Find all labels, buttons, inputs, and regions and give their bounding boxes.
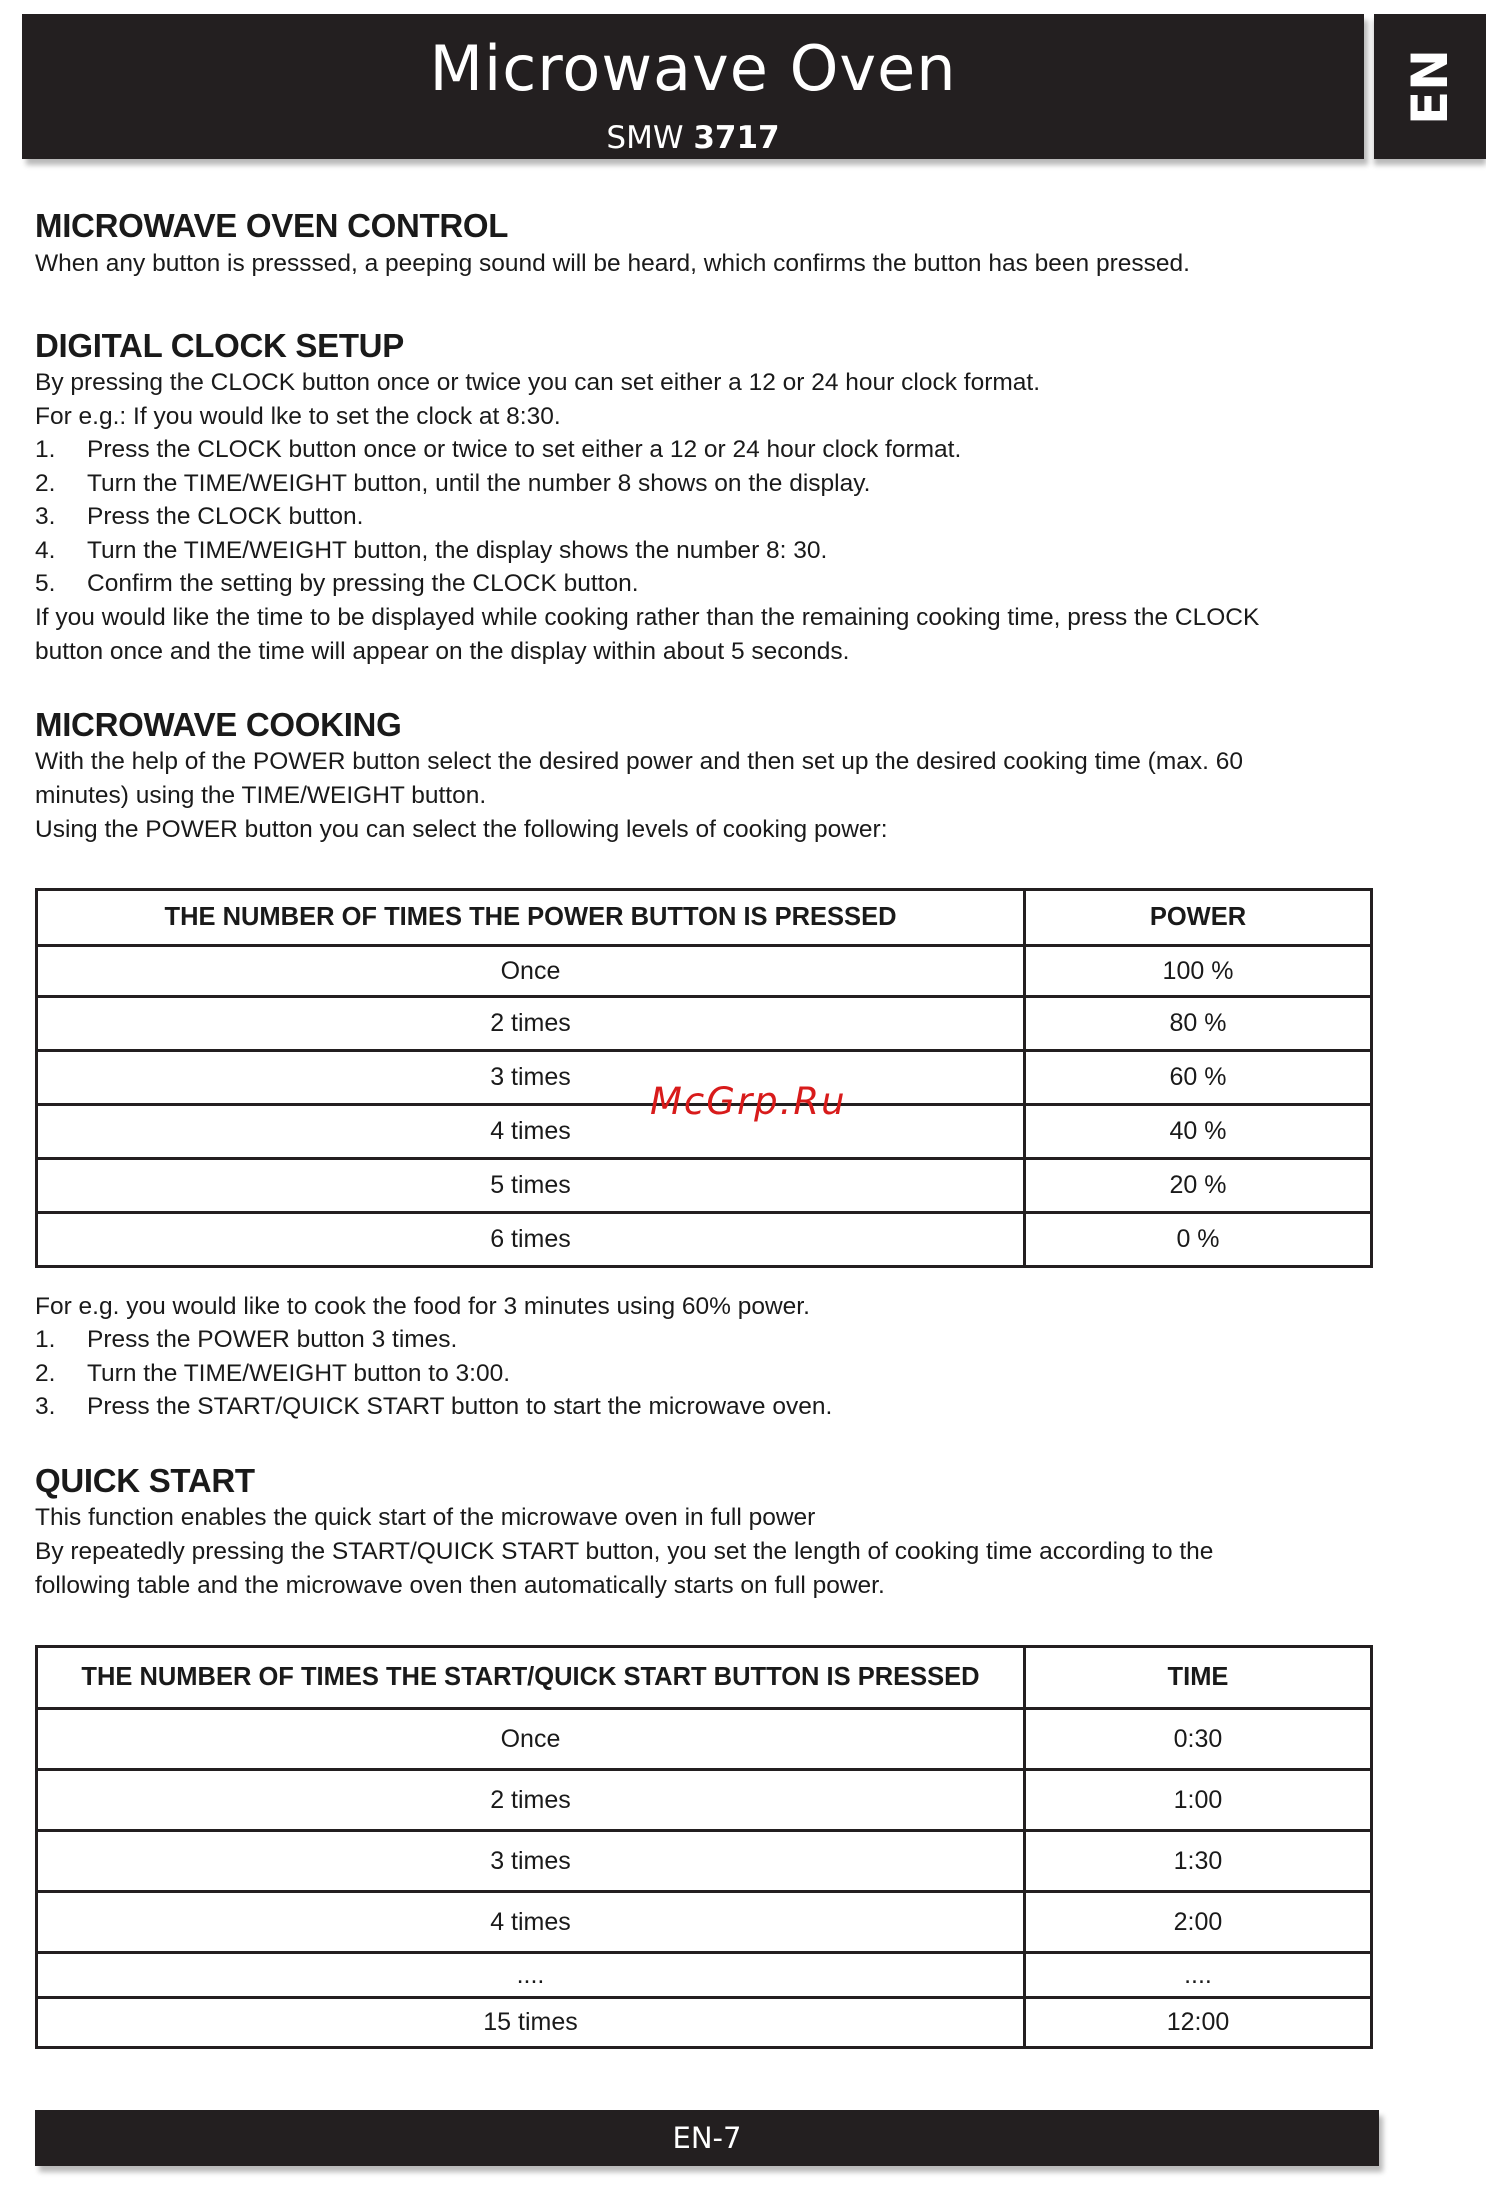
table-row xyxy=(37,1953,1372,1998)
column-header: POWER xyxy=(1025,890,1372,946)
document-title: Microwave Oven xyxy=(429,32,957,105)
table-row xyxy=(37,1159,1372,1213)
cooking-text-1: With the help of the POWER button select the desired power and then set up the desired cooking time (max. 60 xyxy=(35,748,1243,775)
table-cell: 2:00 xyxy=(1025,1892,1372,1953)
cooking-step: 2. Turn the TIME/WEIGHT button to 3:00. xyxy=(35,1360,511,1387)
watermark: McGrp.Ru xyxy=(650,1080,847,1123)
table-row xyxy=(37,1213,1372,1267)
table-cell: Once xyxy=(37,1709,1025,1770)
clock-outro-2: button once and the time will appear on the display within about 5 seconds. xyxy=(35,638,850,665)
heading-clock: DIGITAL CLOCK SETUP xyxy=(35,327,404,364)
table-row xyxy=(37,946,1372,997)
page-number: EN-7 xyxy=(672,2121,742,2155)
table-cell: 80 % xyxy=(1025,997,1372,1051)
table-cell: 60 % xyxy=(1025,1051,1372,1105)
quick-text-2: By repeatedly pressing the START/QUICK START button, you set the length of cooking time according to the xyxy=(35,1538,1214,1565)
model-prefix: SMW xyxy=(606,120,694,156)
clock-step: 2. Turn the TIME/WEIGHT button, until the number 8 shows on the display. xyxy=(35,470,871,497)
table-cell: 1:30 xyxy=(1025,1831,1372,1892)
table-cell: 15 times xyxy=(37,1998,1025,2048)
table-row xyxy=(37,1709,1372,1770)
table-cell: 40 % xyxy=(1025,1105,1372,1159)
power-table xyxy=(35,888,1373,1268)
heading-quick-start: QUICK START xyxy=(35,1462,255,1499)
table-cell: 2 times xyxy=(37,1770,1025,1831)
table-row xyxy=(37,1998,1372,2048)
table-cell: 1:00 xyxy=(1025,1770,1372,1831)
table-cell: 5 times xyxy=(37,1159,1025,1213)
table-row xyxy=(37,1831,1372,1892)
clock-step: 4. Turn the TIME/WEIGHT button, the display shows the number 8: 30. xyxy=(35,537,828,564)
language-tab xyxy=(1374,14,1486,159)
cooking-step: 1. Press the POWER button 3 times. xyxy=(35,1326,458,1353)
table-cell: 3 times xyxy=(37,1831,1025,1892)
table-row xyxy=(37,1770,1372,1831)
table-header-row xyxy=(37,890,1372,946)
quick-text-3: following table and the microwave oven then automatically starts on full power. xyxy=(35,1572,885,1599)
table-cell: 12:00 xyxy=(1025,1998,1372,2048)
cooking-text-3: Using the POWER button you can select the following levels of cooking power: xyxy=(35,816,888,843)
language-label: EN xyxy=(1401,48,1459,125)
model-number-bold: 3717 xyxy=(693,120,780,156)
cooking-example: For e.g. you would like to cook the food for 3 minutes using 60% power. xyxy=(35,1293,810,1320)
table-cell: 0 % xyxy=(1025,1213,1372,1267)
table-cell: Once xyxy=(37,946,1025,997)
table-cell: 3 times xyxy=(37,1051,1025,1105)
table-header-row xyxy=(37,1647,1372,1709)
table-cell: 6 times xyxy=(37,1213,1025,1267)
table-row xyxy=(37,1892,1372,1953)
clock-step: 5. Confirm the setting by pressing the CLOCK button. xyxy=(35,570,639,597)
column-header: THE NUMBER OF TIMES THE START/QUICK START BUTTON IS PRESSED xyxy=(37,1647,1025,1709)
table-row xyxy=(37,997,1372,1051)
table-cell: 20 % xyxy=(1025,1159,1372,1213)
column-header: THE NUMBER OF TIMES THE POWER BUTTON IS PRESSED xyxy=(37,890,1025,946)
page-header xyxy=(22,14,1364,159)
table-cell: .... xyxy=(37,1953,1025,1998)
control-text: When any button is presssed, a peeping sound will be heard, which confirms the button has been pressed. xyxy=(35,250,1190,277)
table-cell: 4 times xyxy=(37,1105,1025,1159)
clock-outro-1: If you would like the time to be displayed while cooking rather than the remaining cooking time, press the CLOCK xyxy=(35,604,1260,631)
heading-cooking: MICROWAVE COOKING xyxy=(35,706,402,743)
column-header: TIME xyxy=(1025,1647,1372,1709)
clock-step: 3. Press the CLOCK button. xyxy=(35,503,364,530)
heading-control: MICROWAVE OVEN CONTROL xyxy=(35,207,509,244)
table-cell: 2 times xyxy=(37,997,1025,1051)
table-cell: .... xyxy=(1025,1953,1372,1998)
page-footer xyxy=(35,2110,1379,2166)
cooking-text-2: minutes) using the TIME/WEIGHT button. xyxy=(35,782,487,809)
table-cell: 4 times xyxy=(37,1892,1025,1953)
quick-text-1: This function enables the quick start of the microwave oven in full power xyxy=(35,1504,816,1531)
table-cell: 0:30 xyxy=(1025,1709,1372,1770)
clock-intro-1: By pressing the CLOCK button once or twice you can set either a 12 or 24 hour clock format. xyxy=(35,369,1041,396)
clock-step: 1. Press the CLOCK button once or twice to set either a 12 or 24 hour clock format. xyxy=(35,436,962,463)
quick-start-table xyxy=(35,1645,1373,2049)
cooking-step: 3. Press the START/QUICK START button to start the microwave oven. xyxy=(35,1393,833,1420)
table-cell: 100 % xyxy=(1025,946,1372,997)
clock-intro-2: For e.g.: If you would lke to set the clock at 8:30. xyxy=(35,403,561,430)
model-number xyxy=(22,120,1364,156)
